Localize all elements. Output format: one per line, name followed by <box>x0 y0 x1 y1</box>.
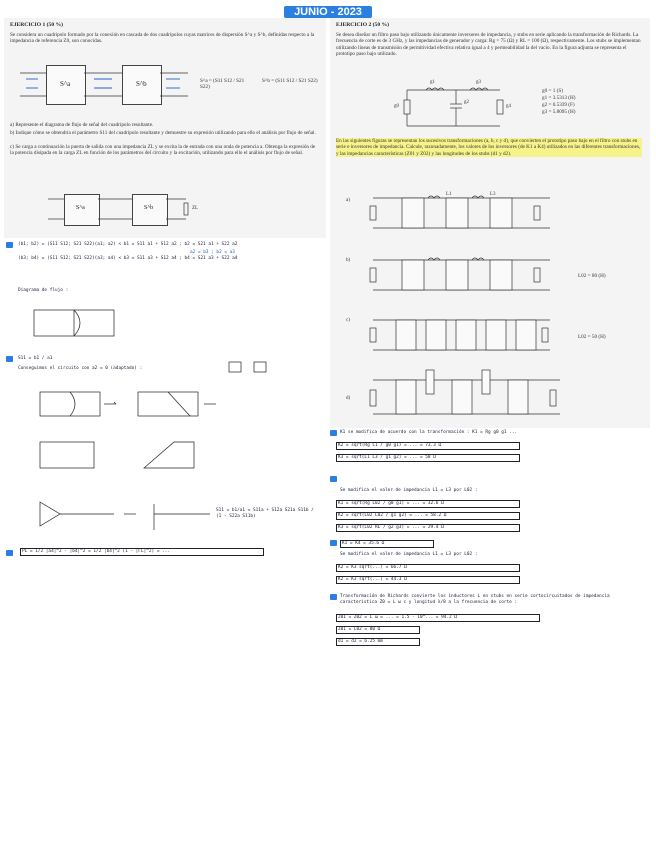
question-1c: c) Se carga a continuación la puerta de salida con una impedancia ZL y se excita la de entrada con una onda de potencia a. Obtenga la expresión de la potencia disipada en la carga ZL en función de los parámetros del circuito y la excitación, utilizando para ello el análisis por flujo de señal. <box>10 144 316 157</box>
sol2-tag-c <box>330 540 337 546</box>
fig-label-a: a) <box>346 198 350 203</box>
exercise-1-statement <box>4 18 326 238</box>
load-label: ZL <box>192 206 199 211</box>
sol2-b-line3: K3 = sqrt(L02 RL / g2 g3) = ... = 29.4 Ω <box>336 524 520 532</box>
sol2-d-line1: Z01 = Z02 = L ω = ... = 1.5 · 10^... = 94.2 Ω <box>336 614 540 622</box>
sol1-final-s11: S11 = b1/a1 = S11a + S12a S21a S11b / (1 - S22a S11b) <box>216 508 314 519</box>
exercise-2-text: Se desea diseñar un filtro paso bajo utilizando únicamente inversores de impedancia, y stubs en serie aplicando la transformación de Richards. La frecuencia de corte es de 3 GHz, y las impedancias de generador y carga: Rg = 75 (Ω) y RL = 100 (Ω), respectivamente. Los stubs se implementan utilizando líneas de transmisión de permitividad efectiva relativa igual a 4 y permeabilidad la del vacío. En la figura adjunta se representa el prototipo paso bajo utilizado. <box>336 32 641 57</box>
matrix-sa: S^a = (S11 S12 / S21 S22) <box>200 78 245 91</box>
sol2-tag-d <box>330 594 337 600</box>
exercise-2-text-2: En las siguientes figuras se representan los sucesivos transformaciones (a, b, c y d), que convierten el prototipo paso bajo en el filtro con stubs en serie e inversores de impedancia. Calcule, razonadamente, los valores de los inversores (de K1 a K4) utilizados en las diferentes transformaciones, y las impedancias características (Z01 y Z02) y las longitudes de los stubs (d1 y d2). <box>336 138 641 157</box>
block-sb-label: S^b <box>136 80 147 88</box>
fig-b-note: L02 = 80 (H) <box>578 273 606 279</box>
proto-g4: g4 <box>506 104 511 109</box>
sol2-d-line2: Z01 = L02 = 80 Ω <box>336 626 420 634</box>
exercise-2-title: EJERCICIO 2 (50 %) <box>336 22 389 28</box>
exercise-1-title: EJERCICIO 1 (50 %) <box>10 22 63 28</box>
question-1b: b) Indique cómo se obtendría el parámetro S11 del cuadripolo resultante y demuestre su expresión utilizando para ello el análisis por flujo de señal. <box>10 130 316 136</box>
block-sa-label: S^a <box>60 80 71 88</box>
sol2-a-line1: K1 se modifica de acuerdo con la transformación : K1 = Rg g0 g1 ... <box>340 430 518 435</box>
sol2-b-line2: K2 = sqrt(L02 L02 / g1 g2) = ... = 58.2 Ω <box>336 512 520 520</box>
sol2-tag-b <box>330 476 337 482</box>
fig-a-box-l3: L3 <box>490 192 496 197</box>
sol1-reduction-diagrams <box>4 240 326 570</box>
sol2-tag-a <box>330 430 337 436</box>
question-1a: a) Represente el diagrama de flujo de señal del cuadripolo resultante. <box>10 122 154 128</box>
sol2-c-line1: K2 = K3 sqrt(...) = 66.7 Ω <box>336 564 520 572</box>
sol2-d-intro: Transformación de Richards convierte los inductores L en stubs en serie cortocircuitados de impedancia característica Z0 = L ω c y longitud λ/8 a la frecuencia de corte : <box>340 594 610 605</box>
sol2-d-line3: d1 = d2 = 6.25 mm <box>336 638 420 646</box>
sol2-a-line2: K2 = sqrt(Rg L1 / g0 g1) = ... = 73.3 Ω <box>336 442 520 450</box>
page-title: JUNIO - 2023 <box>0 6 656 18</box>
sol1-note-blue: a2 = b3 ; b2 = a3 <box>190 250 235 255</box>
sol1-tag-c <box>6 550 13 556</box>
sol1-eq2: (b3; b4) = (S11 S12; S21 S22)(a3; a4) < b3 = S11 a3 + S12 a4 ; b4 = S21 a3 + S22 a4 <box>18 256 238 261</box>
sol1-eq1: (b1; b2) = (S11 S12; S21 S22)(a1; a2) < b1 = S11 a1 + S12 a2 ; b2 = S21 a1 + S22 a2 <box>18 242 238 247</box>
sol1-reduce-text: Conseguimos el circuito con a2 = 0 (adaptado) : <box>18 366 143 371</box>
fig-label-b: b) <box>346 258 351 263</box>
g-value-2: g2 = 0.5339 (F) <box>542 102 575 108</box>
block-sb-loaded-label: S^b <box>144 205 154 211</box>
fig-c-note: L02 = 50 (H) <box>578 334 606 340</box>
g-value-3: g3 = 5.8095 (H) <box>542 109 576 115</box>
loaded-cascade-wires <box>4 18 326 238</box>
proto-g2: g2 <box>464 100 469 105</box>
proto-g3: g3 <box>476 80 481 85</box>
sol2-a-line3: K3 = sqrt(L1 L3 / g1 g2) = ... = 58 Ω <box>336 454 520 462</box>
exercise-2-statement <box>330 18 650 428</box>
sol1-s11-def: S11 = b1 / a1 <box>18 356 53 361</box>
solution-2 <box>330 430 650 660</box>
sol2-c-intro: Se modifica el valor de impedancia L1 = L3 por L02 : <box>340 552 478 557</box>
g-value-1: g1 = 3.5313 (H) <box>542 95 576 101</box>
exercise-1-text: Se considera un cuadripolo formado por la conexión en cascada de dos cuadripolos cuyas matrices de dispersión S^a y S^b, definidas respecto a la impedancia de referencia Z0, son conocidas. <box>10 32 315 45</box>
sol2-c-head: K1 = K4 = 35.6 Ω <box>340 540 434 548</box>
sol2-c-line2: K2 = K3 sqrt(...) = 44.3 Ω <box>336 576 520 584</box>
g-value-0: g0 = 1 (S) <box>542 88 563 94</box>
sol2-b-intro: Se modifica el valor de impedancia L1 = L3 por L02 : <box>340 488 478 493</box>
sol1-flow-title: Diagrama de flujo : <box>18 288 69 293</box>
solution-1 <box>4 240 326 570</box>
fig-a-box-l1: L1 <box>446 192 452 197</box>
fig-label-c: c) <box>346 318 350 323</box>
fig-label-d: d) <box>346 396 351 401</box>
matrix-sb: S^b = (S11 S12 / S21 S22) <box>262 78 318 84</box>
transformation-figures <box>330 18 650 428</box>
block-sa-loaded-label: S^a <box>76 205 85 211</box>
sol2-b-line1: K1 = sqrt(Rg L02 / g0 g1) = ... = 32.6 Ω <box>336 500 520 508</box>
sol1-power-eq: PL = 1/2 |a4|^2 - |b4|^2 = 1/2 |b4|^2 (1 - |ΓL|^2) = ... <box>20 548 264 556</box>
proto-g0: g0 <box>394 104 399 109</box>
proto-g1: g1 <box>430 80 435 85</box>
